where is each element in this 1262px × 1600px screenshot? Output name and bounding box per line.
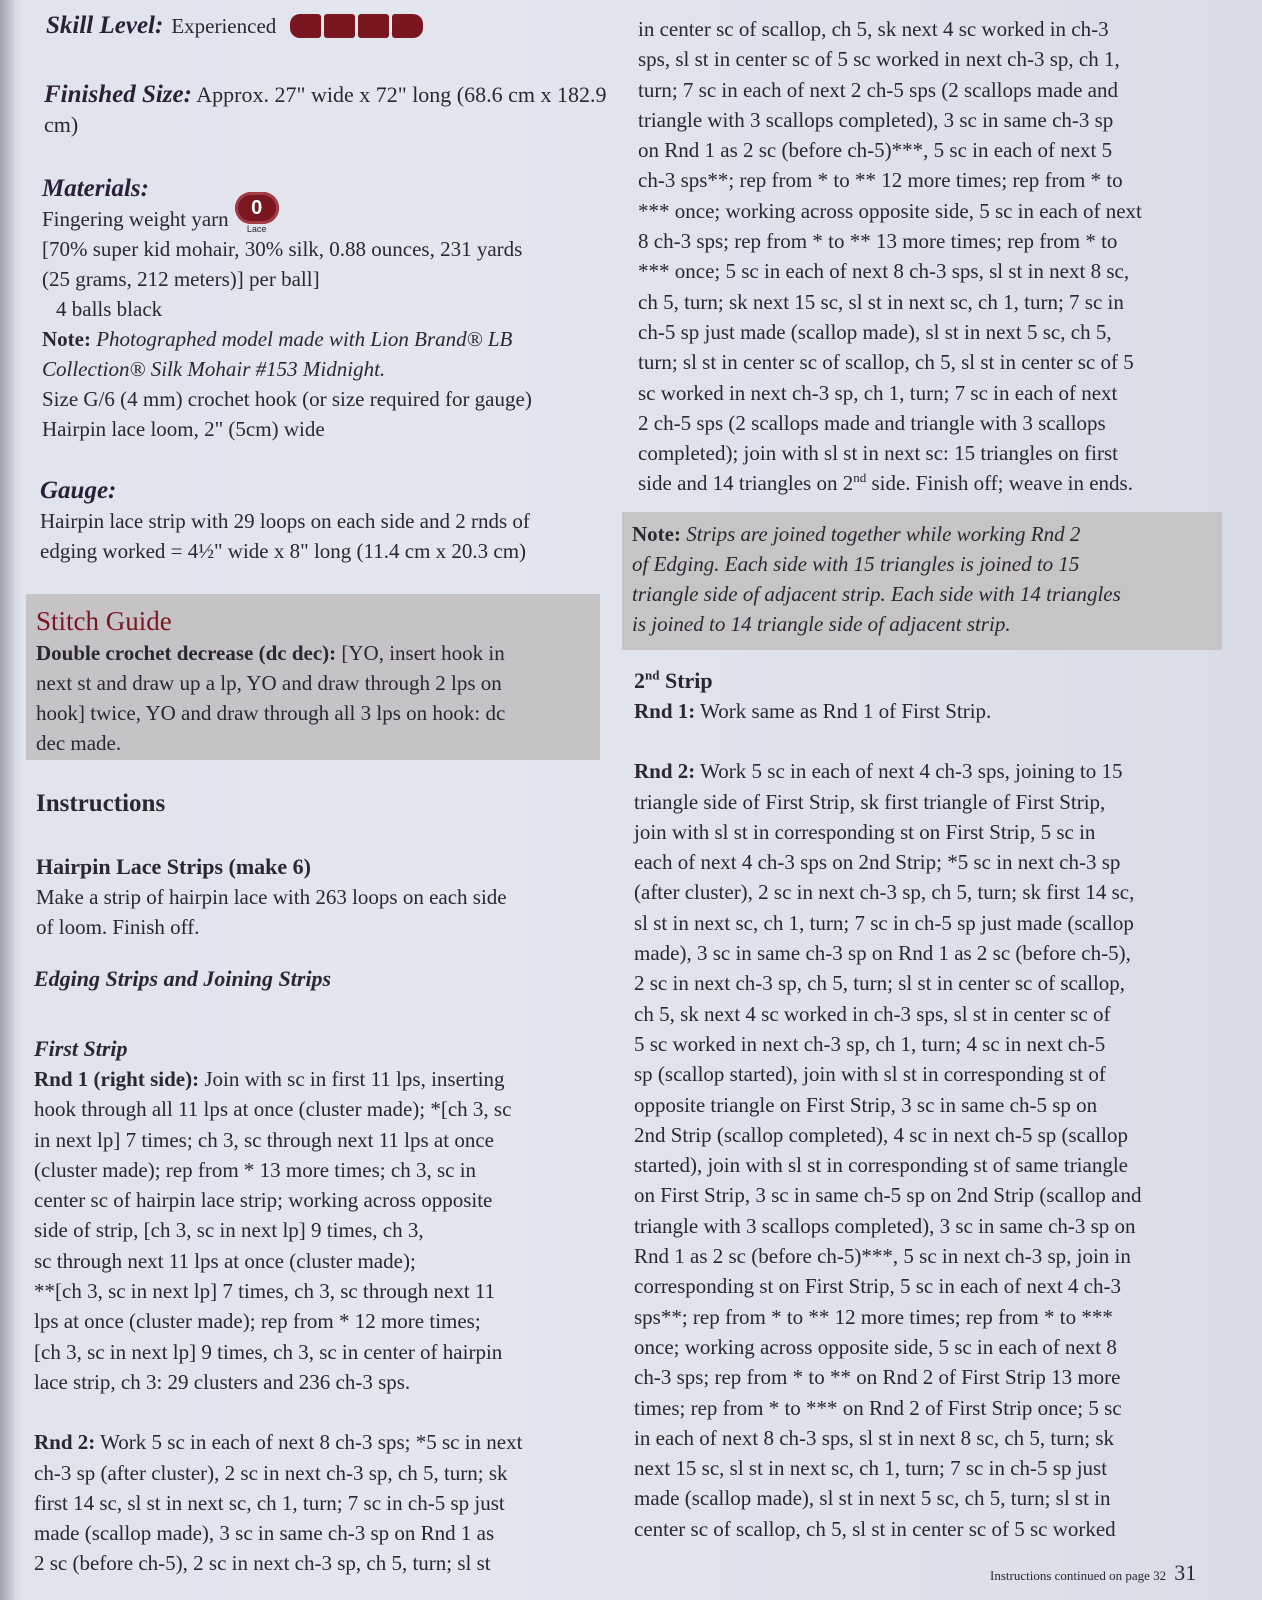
second-strip-title bbox=[634, 666, 1238, 696]
rnd2-cont-text: side. Finish off; weave in ends. bbox=[866, 471, 1133, 496]
gauge-text: edging worked = 4½" wide x 8" long (11.4 cm x 20.3 cm) bbox=[40, 539, 527, 563]
second-strip-rnd2-lines bbox=[634, 787, 1238, 1544]
skill-level-bars bbox=[290, 14, 423, 38]
rnd2-line: each of next 4 ch-3 sps on 2nd Strip; *5 sc in next ch-3 sp bbox=[634, 850, 1121, 875]
stitch-guide-line: dec made. bbox=[36, 731, 122, 755]
rnd2-line: Work 5 sc in each of next 8 ch-3 sps; *5 sc in next bbox=[95, 1430, 523, 1455]
finished-size-label: Finished Size: bbox=[44, 81, 192, 108]
skill-level bbox=[46, 12, 423, 40]
page-binding-edge bbox=[0, 0, 14, 1600]
rnd2-cont-line: on Rnd 1 as 2 sc (before ch-5)***, 5 sc in each of next 5 bbox=[638, 138, 1113, 163]
rnd2-cont-line: in center sc of scallop, ch 5, sk next 4 sc worked in ch-3 bbox=[638, 17, 1109, 41]
rnd2-line: Work 5 sc in each of next 4 ch-3 sps, joining to 15 bbox=[695, 759, 1123, 784]
rnd2-cont-line: ch 5, turn; sk next 15 sc, sl st in next sc, ch 1, turn; 7 sc in bbox=[638, 289, 1124, 314]
rnd2-line: sp (scallop started), join with sl st in corresponding st of bbox=[634, 1062, 1106, 1087]
hook-size: Size G/6 (4 mm) crochet hook (or size required for gauge) bbox=[42, 387, 532, 411]
materials-note-label: Note: bbox=[42, 327, 91, 351]
rnd2-cont-line: 2 ch-5 sps (2 scallops made and triangle with 3 scallops bbox=[638, 410, 1106, 435]
rnd1-text: Work same as Rnd 1 of First Strip. bbox=[695, 699, 992, 723]
rnd2-line: 2 sc in next ch-3 sp, ch 5, turn; sl st in center sc of scallop, bbox=[634, 971, 1126, 996]
rnd2-line: made (scallop made), sl st in next 5 sc, ch 5, turn; sl st in bbox=[634, 1486, 1111, 1511]
yarn-balls: 4 balls black bbox=[56, 297, 163, 321]
rnd1-line: (cluster made); rep from * 13 more times; ch 3, sc in bbox=[34, 1157, 477, 1182]
rnd2-line: in each of next 8 ch-3 sps, sl st in next 8 sc, ch 5, turn; sk bbox=[634, 1425, 1115, 1450]
hairpin-strips-title: Hairpin Lace Strips (make 6) bbox=[36, 854, 311, 879]
stitch-guide-term: Double crochet decrease (dc dec): bbox=[36, 641, 337, 665]
rnd2-line: Rnd 1 as 2 sc (before ch-5)***, 5 sc in next ch-3 sp, join in bbox=[634, 1244, 1131, 1269]
rnd1-line: lace strip, ch 3: 29 clusters and 236 ch-3 sps. bbox=[34, 1369, 411, 1394]
rnd2-line: (after cluster), 2 sc in next ch-3 sp, ch 5, turn; sk first 14 sc, bbox=[634, 880, 1135, 905]
materials-note: Collection® Silk Mohair #153 Midnight. bbox=[42, 357, 386, 381]
rnd2-line: 2nd Strip (scallop completed), 4 sc in next ch-5 sp (scallop bbox=[634, 1122, 1128, 1147]
rnd2-cont-line: *** once; working across opposite side, 5 sc in each of next bbox=[638, 198, 1142, 223]
yarn-weight-text: Fingering weight yarn bbox=[42, 207, 229, 231]
rnd2-line: started), join with sl st in corresponding st of same triangle bbox=[634, 1153, 1128, 1178]
left-column bbox=[32, 0, 622, 1600]
materials-section bbox=[42, 174, 632, 444]
right-column bbox=[632, 0, 1238, 1600]
yarn-row bbox=[42, 196, 632, 234]
rnd2-label: Rnd 2: bbox=[634, 759, 696, 784]
rnd2-line: center sc of scallop, ch 5, sl st in center sc of 5 sc worked bbox=[634, 1516, 1116, 1541]
rnd1-line: sc through next 11 lps at once (cluster made); bbox=[34, 1248, 416, 1273]
note-box-line: triangle side of adjacent strip. Each side with 14 triangles bbox=[632, 582, 1121, 606]
first-strip-title: First Strip bbox=[34, 1036, 128, 1061]
finished-size bbox=[44, 80, 624, 140]
hairpin-strips-section bbox=[36, 852, 616, 943]
page-footer bbox=[990, 1560, 1196, 1586]
ordinal-suffix: nd bbox=[853, 470, 867, 486]
rnd1-line: **[ch 3, sc in next lp] 7 times, ch 3, sc through next 11 bbox=[34, 1279, 496, 1304]
page-number: 31 bbox=[1174, 1560, 1197, 1585]
rnd2-cont-text: side and 14 triangles on 2 bbox=[638, 471, 854, 496]
rnd2-line: once; working across opposite side, 5 sc in each of next 8 bbox=[634, 1334, 1117, 1359]
rnd2-cont-line: ch-3 sps**; rep from * to ** 12 more times; rep from * to bbox=[638, 168, 1123, 193]
finished-size-text: Approx. 27" wide x 72" long (68.6 cm x 182.9 cm) bbox=[44, 82, 607, 137]
rnd2-line: 5 sc worked in next ch-3 sp, ch 1, turn; 4 sc in next ch-5 bbox=[634, 1031, 1106, 1056]
rnd2-line: ch 5, sk next 4 sc worked in ch-3 sps, sl st in center sc of bbox=[634, 1001, 1111, 1026]
rnd2-line: sps**; rep from * to ** 12 more times; rep from * to *** bbox=[634, 1304, 1113, 1329]
rnd1-line: hook through all 11 lps at once (cluster made); *[ch 3, sc bbox=[34, 1097, 512, 1122]
second-strip-section bbox=[634, 666, 1238, 1544]
gauge-label: Gauge: bbox=[40, 477, 117, 504]
rnd2-line: first 14 sc, sl st in next sc, ch 1, turn; 7 sc in ch-5 sp just bbox=[34, 1490, 505, 1515]
instructions-heading: Instructions bbox=[36, 790, 166, 817]
rnd2-cont-line bbox=[638, 468, 1236, 498]
rnd2-line: triangle with 3 scallops completed), 3 sc in same ch-3 sp on bbox=[634, 1213, 1136, 1238]
rnd2-label: Rnd 2: bbox=[34, 1430, 96, 1455]
rnd1-line: [ch 3, sc in next lp] 9 times, ch 3, sc in center of hairpin bbox=[34, 1339, 503, 1364]
hairpin-strips-line: of loom. Finish off. bbox=[36, 915, 200, 940]
rnd2-line: opposite triangle on First Strip, 3 sc in same ch-5 sp on bbox=[634, 1092, 1098, 1117]
yarn-detail: (25 grams, 212 meters)] per ball] bbox=[42, 267, 320, 291]
rnd2-line: made (scallop made), 3 sc in same ch-3 sp on Rnd 1 as bbox=[34, 1521, 495, 1546]
rnd2-line: made), 3 sc in same ch-3 sp on Rnd 1 as 2 sc (before ch-5), bbox=[634, 941, 1131, 966]
rnd2-line: join with sl st in corresponding st on First Strip, 5 sc in bbox=[634, 819, 1096, 844]
rnd2-line: 2 sc (before ch-5), 2 sc in next ch-3 sp, ch 5, turn; sl st bbox=[34, 1551, 491, 1576]
rnd2-cont-line: completed); join with sl st in next sc: 15 triangles on first bbox=[638, 441, 1119, 466]
note-box-label: Note: bbox=[632, 522, 681, 546]
rnd1-label: Rnd 1: bbox=[634, 699, 696, 723]
skill-bar bbox=[358, 14, 389, 38]
rnd2-line: triangle side of First Strip, sk first triangle of First Strip, bbox=[634, 789, 1106, 814]
skill-level-value: Experienced bbox=[171, 13, 277, 38]
materials-note: Photographed model made with Lion Brand® LB bbox=[96, 327, 513, 351]
continued-note: Instructions continued on page 32 bbox=[990, 1568, 1167, 1583]
yarn-weight-number: 0 bbox=[235, 192, 279, 224]
rnd2-line: ch-3 sp (after cluster), 2 sc in next ch-3 sp, ch 5, turn; sk bbox=[34, 1460, 508, 1485]
rnd2-line: sl st in next sc, ch 1, turn; 7 sc in ch-5 sp just made (scallop bbox=[634, 910, 1134, 935]
rnd1-line: lps at once (cluster made); rep from * 12 more times; bbox=[34, 1309, 481, 1334]
rnd2-cont-line: *** once; 5 sc in each of next 8 ch-3 sps, sl st in next 8 sc, bbox=[638, 259, 1130, 284]
yarn-weight-icon bbox=[235, 192, 279, 234]
edging-heading: Edging Strips and Joining Strips bbox=[34, 966, 332, 991]
rnd2-continued bbox=[638, 14, 1236, 499]
yarn-detail: [70% super kid mohair, 30% silk, 0.88 ounces, 231 yards bbox=[42, 237, 523, 261]
rnd2-cont-line: ch-5 sp just made (scallop made), sl st in next 5 sc, ch 5, bbox=[638, 319, 1112, 344]
rnd2-line: times; rep from * to *** on Rnd 2 of First Strip once; 5 sc bbox=[634, 1395, 1122, 1420]
stitch-guide-box bbox=[26, 594, 600, 760]
ordinal-suffix: nd bbox=[645, 667, 660, 683]
gauge-section bbox=[40, 476, 630, 566]
stitch-guide-line: hook] twice, YO and draw through all 3 lps on hook: dc bbox=[36, 701, 506, 725]
rnd2-line: ch-3 sps; rep from * to ** on Rnd 2 of First Strip 13 more bbox=[634, 1365, 1121, 1390]
second-strip-title-num: 2 bbox=[634, 668, 645, 693]
note-box-line: of Edging. Each side with 15 triangles is joined to 15 bbox=[632, 552, 1080, 576]
loom-size: Hairpin lace loom, 2" (5cm) wide bbox=[42, 417, 325, 441]
rnd2-cont-line: sc worked in next ch-3 sp, ch 1, turn; 7 sc in each of next bbox=[638, 380, 1118, 405]
rnd2-cont-line: triangle with 3 scallops completed), 3 sc in same ch-3 sp bbox=[638, 107, 1114, 132]
rnd2-line: corresponding st on First Strip, 5 sc in each of next 4 ch-3 bbox=[634, 1274, 1121, 1299]
hairpin-strips-line: Make a strip of hairpin lace with 263 loops on each side bbox=[36, 885, 507, 909]
materials-label: Materials: bbox=[42, 175, 149, 202]
rnd2-cont-line: 8 ch-3 sps; rep from * to ** 13 more times; rep from * to bbox=[638, 229, 1118, 254]
second-strip-title-text: Strip bbox=[659, 668, 713, 693]
rnd1-line: center sc of hairpin lace strip; working across opposite bbox=[34, 1188, 493, 1213]
skill-bar bbox=[290, 14, 321, 38]
note-box-line: is joined to 14 triangle side of adjacent strip. bbox=[632, 612, 1011, 636]
rnd1-line: in next lp] 7 times; ch 3, sc through next 11 lps at once bbox=[34, 1127, 494, 1152]
skill-bar bbox=[392, 14, 423, 38]
rnd1-line: side of strip, [ch 3, sc in next lp] 9 times, ch 3, bbox=[34, 1218, 424, 1243]
rnd2-cont-line: turn; sl st in center sc of scallop, ch 5, sl st in center sc of 5 bbox=[638, 350, 1134, 375]
rnd2-line: on First Strip, 3 sc in same ch-5 sp on 2nd Strip (scallop and bbox=[634, 1183, 1142, 1208]
rnd1-line: Join with sc in first 11 lps, inserting bbox=[199, 1067, 505, 1091]
rnd1-label: Rnd 1 (right side): bbox=[34, 1067, 200, 1091]
first-strip-section bbox=[34, 1034, 624, 1579]
skill-level-label: Skill Level: bbox=[46, 12, 164, 39]
rnd2-line: next 15 sc, sl st in next sc, ch 1, turn; 7 sc in ch-5 sp just bbox=[634, 1456, 1108, 1481]
note-box-line: Strips are joined together while working Rnd 2 bbox=[680, 522, 1081, 546]
skill-bar bbox=[324, 14, 355, 38]
yarn-weight-label: Lace bbox=[246, 224, 267, 234]
note-box bbox=[622, 512, 1222, 650]
rnd2-cont-line: turn; 7 sc in each of next 2 ch-5 sps (2 scallops made and bbox=[638, 77, 1118, 102]
stitch-guide-line: next st and draw up a lp, YO and draw through 2 lps on bbox=[36, 671, 502, 695]
stitch-guide-title: Stitch Guide bbox=[36, 606, 172, 636]
stitch-guide-line: [YO, insert hook in bbox=[341, 641, 505, 665]
gauge-text: Hairpin lace strip with 29 loops on each side and 2 rnds of bbox=[40, 509, 530, 533]
rnd2-cont-line: sps, sl st in center sc of 5 sc worked in next ch-3 sp, ch 1, bbox=[638, 47, 1120, 72]
